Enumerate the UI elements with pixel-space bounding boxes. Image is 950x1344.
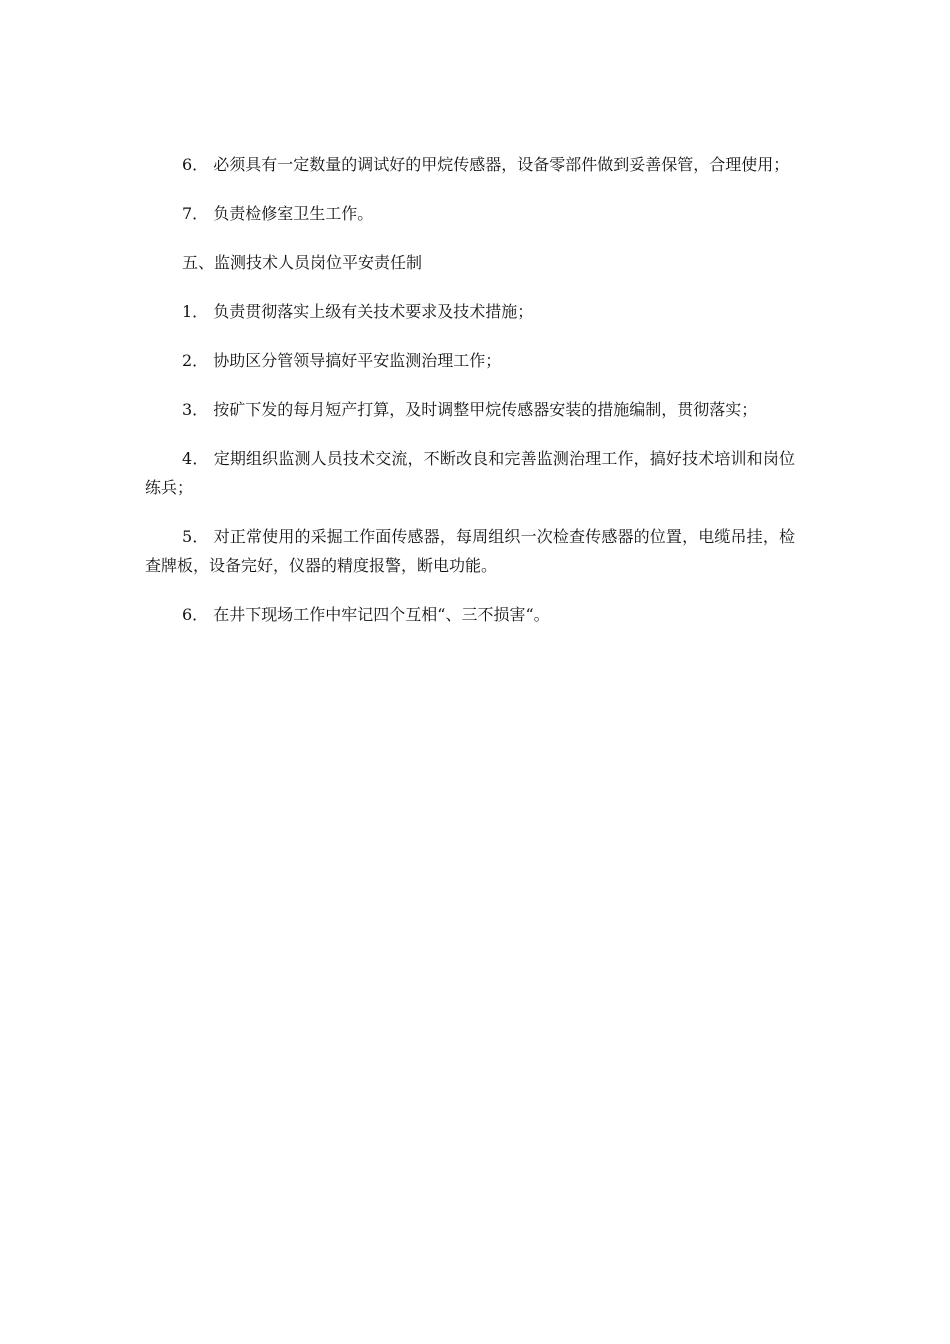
paragraph-item-1: 1． 负责贯彻落实上级有关技术要求及技术措施； [182, 302, 534, 321]
paragraph-item-6: 6． 在井下现场工作中牢记四个互相“、三不损害“。 [182, 605, 550, 624]
paragraph-item-5: 5． 对正常使用的采掘工作面传感器，每周组织一次检查传感器的位置，电缆吊挂，检查牌板，设备完好，仪器的精度报警，断电功能。 [145, 527, 795, 575]
paragraph-item-3: 3． 按矿下发的每月短产打算，及时调整甲烷传感器安装的措施编制，贯彻落实； [182, 400, 758, 419]
section-heading-monitoring-staff: 五、监测技术人员岗位平安责任制 [182, 253, 423, 272]
paragraph-item-6-spares: 6． 必须具有一定数量的调试好的甲烷传感器，设备零部件做到妥善保管，合理使用； [182, 155, 790, 174]
paragraph-item-7-hygiene: 7． 负责检修室卫生工作。 [182, 204, 374, 223]
document-body [145, 150, 795, 649]
paragraph-item-4: 4． 定期组织监测人员技术交流，不断改良和完善监测治理工作，搞好技术培训和岗位练兵； [145, 449, 795, 497]
paragraph-item-2: 2． 协助区分管领导搞好平安监测治理工作； [182, 351, 502, 370]
